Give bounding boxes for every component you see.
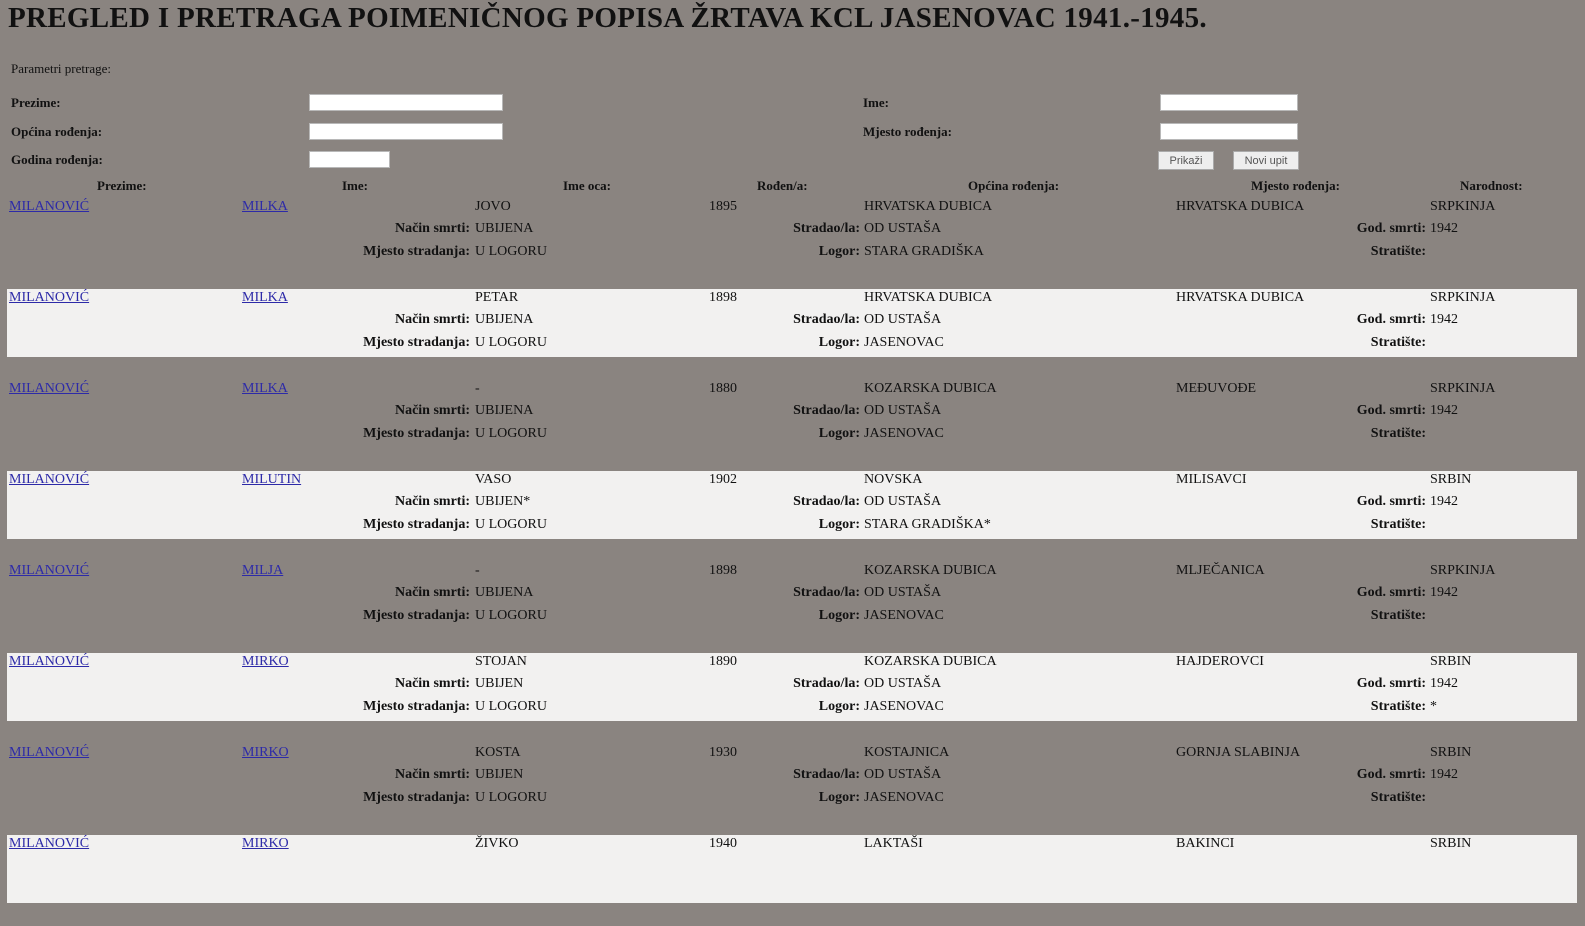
execution-site-label: Stratište: (1370, 426, 1426, 441)
death-year-label: God. smrti: (1356, 494, 1426, 509)
manner-of-death-label: Način smrti: (394, 585, 470, 600)
first-name-link[interactable]: MIRKO (242, 654, 289, 669)
surname-link[interactable]: MILANOVIĆ (9, 199, 90, 214)
father-name: VASO (475, 472, 512, 487)
place-of-death-label: Mjesto stradanja: (363, 244, 470, 259)
birth-place: GORNJA SLABINJA (1176, 745, 1301, 760)
manner-of-death: UBIJENA (475, 221, 534, 236)
execution-site-label: Stratište: (1370, 244, 1426, 259)
manner-of-death: UBIJEN (475, 676, 524, 691)
new-query-button[interactable]: Novi upit (1233, 151, 1299, 170)
first-name-link[interactable]: MIRKO (242, 836, 289, 851)
first-name-input[interactable] (1160, 94, 1298, 111)
death-year-label: God. smrti: (1356, 312, 1426, 327)
death-year: 1942 (1430, 312, 1458, 327)
death-year-label: God. smrti: (1356, 403, 1426, 418)
perpetrator-label: Stradao/la: (793, 585, 860, 600)
nationality: SRBIN (1430, 836, 1472, 851)
place-of-death-label: Mjesto stradanja: (363, 335, 470, 350)
show-button[interactable]: Prikaži (1158, 151, 1214, 170)
nationality: SRPKINJA (1430, 199, 1496, 214)
column-header-father-name: Ime oca: (563, 178, 612, 193)
nationality: SRPKINJA (1430, 290, 1496, 305)
birth-year: 1898 (709, 290, 737, 305)
surname-link[interactable]: MILANOVIĆ (9, 381, 90, 396)
manner-of-death: UBIJENA (475, 403, 534, 418)
nationality: SRBIN (1430, 472, 1472, 487)
place-of-death: U LOGORU (475, 335, 547, 350)
camp: STARA GRADIŠKA (864, 244, 984, 259)
victim-record (0, 562, 1585, 653)
perpetrator: OD USTAŠA (864, 676, 942, 691)
place-of-death-label: Mjesto stradanja: (363, 517, 470, 532)
death-year-label: God. smrti: (1356, 585, 1426, 600)
father-name: - (475, 381, 480, 396)
manner-of-death-label: Način smrti: (394, 312, 470, 327)
birth-place: BAKINCI (1176, 836, 1235, 851)
victim-record (0, 471, 1585, 562)
camp: JASENOVAC (864, 790, 944, 805)
results-list (0, 198, 1585, 926)
manner-of-death-label: Način smrti: (394, 221, 470, 236)
birth-place: MLJEČANICA (1176, 563, 1265, 578)
birth-year-label: Godina rođenja: (11, 152, 103, 167)
surname-link[interactable]: MILANOVIĆ (9, 472, 90, 487)
manner-of-death-label: Način smrti: (394, 403, 470, 418)
first-name-label: Ime: (863, 95, 889, 110)
death-year: 1942 (1430, 403, 1458, 418)
victim-record (0, 380, 1585, 471)
perpetrator: OD USTAŠA (864, 403, 942, 418)
death-year-label: God. smrti: (1356, 676, 1426, 691)
column-header-birth-place: Mjesto rođenja: (1251, 178, 1340, 193)
place-of-death: U LOGORU (475, 244, 547, 259)
camp: JASENOVAC (864, 335, 944, 350)
birth-year: 1898 (709, 563, 737, 578)
perpetrator: OD USTAŠA (864, 312, 942, 327)
birth-place: HRVATSKA DUBICA (1176, 199, 1305, 214)
death-year: 1942 (1430, 676, 1458, 691)
death-year-label: God. smrti: (1356, 221, 1426, 236)
birth-place: HRVATSKA DUBICA (1176, 290, 1305, 305)
execution-site-label: Stratište: (1370, 335, 1426, 350)
manner-of-death-label: Način smrti: (394, 767, 470, 782)
manner-of-death: UBIJEN (475, 767, 524, 782)
page-title: PREGLED I PRETRAGA POIMENIČNOG POPISA ŽRTAVA KCL JASENOVAC 1941.-1945. (8, 2, 1207, 34)
birth-municipality: LAKTAŠI (864, 836, 923, 851)
place-of-death: U LOGORU (475, 790, 547, 805)
manner-of-death: UBIJENA (475, 585, 534, 600)
column-header-born: Rođen/a: (757, 178, 808, 193)
birth-place: HAJDEROVCI (1176, 654, 1264, 669)
father-name: STOJAN (475, 654, 527, 669)
perpetrator-label: Stradao/la: (793, 312, 860, 327)
column-header-surname: Prezime: (97, 178, 147, 193)
place-of-death: U LOGORU (475, 699, 547, 714)
nationality: SRBIN (1430, 745, 1472, 760)
birth-year: 1902 (709, 472, 737, 487)
execution-site-label: Stratište: (1370, 790, 1426, 805)
victim-record (0, 289, 1585, 380)
camp-label: Logor: (818, 608, 860, 623)
perpetrator-label: Stradao/la: (793, 494, 860, 509)
surname-link[interactable]: MILANOVIĆ (9, 745, 90, 760)
victim-record (0, 653, 1585, 744)
manner-of-death-label: Način smrti: (394, 494, 470, 509)
birth-year: 1895 (709, 199, 737, 214)
place-of-death-label: Mjesto stradanja: (363, 608, 470, 623)
column-header-birth-municipality: Općina rođenja: (968, 178, 1060, 193)
birth-municipality: KOZARSKA DUBICA (864, 563, 997, 578)
camp: JASENOVAC (864, 608, 944, 623)
perpetrator: OD USTAŠA (864, 767, 942, 782)
first-name-link[interactable]: MILKA (242, 381, 288, 396)
place-of-death: U LOGORU (475, 608, 547, 623)
birth-municipality: HRVATSKA DUBICA (864, 199, 993, 214)
birth-municipality: KOZARSKA DUBICA (864, 381, 997, 396)
camp-label: Logor: (818, 335, 860, 350)
surname-link[interactable]: MILANOVIĆ (9, 654, 90, 669)
first-name-link[interactable]: MILUTIN (242, 472, 302, 487)
perpetrator-label: Stradao/la: (793, 221, 860, 236)
search-parameters-label: Parametri pretrage: (11, 61, 111, 76)
nationality: SRBIN (1430, 654, 1472, 669)
camp: JASENOVAC (864, 426, 944, 441)
death-year: 1942 (1430, 221, 1458, 236)
perpetrator: OD USTAŠA (864, 585, 942, 600)
perpetrator: OD USTAŠA (864, 494, 942, 509)
father-name: ŽIVKO (475, 836, 519, 851)
death-year: 1942 (1430, 494, 1458, 509)
nationality: SRPKINJA (1430, 381, 1496, 396)
camp-label: Logor: (818, 244, 860, 259)
execution-site-label: Stratište: (1370, 699, 1426, 714)
birth-municipality-label: Općina rođenja: (11, 124, 103, 139)
birth-year-input[interactable] (309, 151, 390, 168)
camp: JASENOVAC (864, 699, 944, 714)
perpetrator-label: Stradao/la: (793, 767, 860, 782)
surname-link[interactable]: MILANOVIĆ (9, 836, 90, 851)
manner-of-death: UBIJEN* (475, 494, 531, 509)
surname-link[interactable]: MILANOVIĆ (9, 563, 90, 578)
place-of-death-label: Mjesto stradanja: (363, 426, 470, 441)
birth-place-label: Mjesto rođenja: (863, 124, 952, 139)
death-year: 1942 (1430, 585, 1458, 600)
camp-label: Logor: (818, 426, 860, 441)
surname-link[interactable]: MILANOVIĆ (9, 290, 90, 305)
father-name: KOSTA (475, 745, 521, 760)
column-header-name: Ime: (342, 178, 368, 193)
father-name: JOVO (475, 199, 511, 214)
birth-municipality: KOSTAJNICA (864, 745, 950, 760)
birth-municipality-input[interactable] (309, 123, 503, 140)
birth-place: MEĐUVOĐE (1176, 381, 1257, 396)
camp-label: Logor: (818, 517, 860, 532)
manner-of-death: UBIJENA (475, 312, 534, 327)
death-year: 1942 (1430, 767, 1458, 782)
execution-site-label: Stratište: (1370, 517, 1426, 532)
camp: STARA GRADIŠKA* (864, 517, 991, 532)
victim-record (0, 835, 1585, 926)
birth-place-input[interactable] (1160, 123, 1298, 140)
place-of-death-label: Mjesto stradanja: (363, 699, 470, 714)
birth-municipality: HRVATSKA DUBICA (864, 290, 993, 305)
column-header-nationality: Narodnost: (1460, 178, 1523, 193)
surname-label: Prezime: (11, 95, 61, 110)
birth-year: 1930 (709, 745, 737, 760)
execution-site: * (1430, 699, 1437, 714)
place-of-death-label: Mjesto stradanja: (363, 790, 470, 805)
perpetrator-label: Stradao/la: (793, 403, 860, 418)
first-name-link[interactable]: MILKA (242, 290, 288, 305)
father-name: - (475, 563, 480, 578)
victim-record (0, 198, 1585, 289)
birth-municipality: NOVSKA (864, 472, 923, 487)
place-of-death: U LOGORU (475, 517, 547, 532)
place-of-death: U LOGORU (475, 426, 547, 441)
birth-municipality: KOZARSKA DUBICA (864, 654, 997, 669)
execution-site-label: Stratište: (1370, 608, 1426, 623)
first-name-link[interactable]: MILKA (242, 199, 288, 214)
birth-place: MILISAVCI (1176, 472, 1247, 487)
victim-record (0, 744, 1585, 835)
birth-year: 1940 (709, 836, 737, 851)
death-year-label: God. smrti: (1356, 767, 1426, 782)
surname-input[interactable] (309, 94, 503, 111)
father-name: PETAR (475, 290, 519, 305)
manner-of-death-label: Način smrti: (394, 676, 470, 691)
perpetrator: OD USTAŠA (864, 221, 942, 236)
camp-label: Logor: (818, 790, 860, 805)
birth-year: 1890 (709, 654, 737, 669)
birth-year: 1880 (709, 381, 737, 396)
nationality: SRPKINJA (1430, 563, 1496, 578)
first-name-link[interactable]: MIRKO (242, 745, 289, 760)
first-name-link[interactable]: MILJA (242, 563, 284, 578)
camp-label: Logor: (818, 699, 860, 714)
perpetrator-label: Stradao/la: (793, 676, 860, 691)
